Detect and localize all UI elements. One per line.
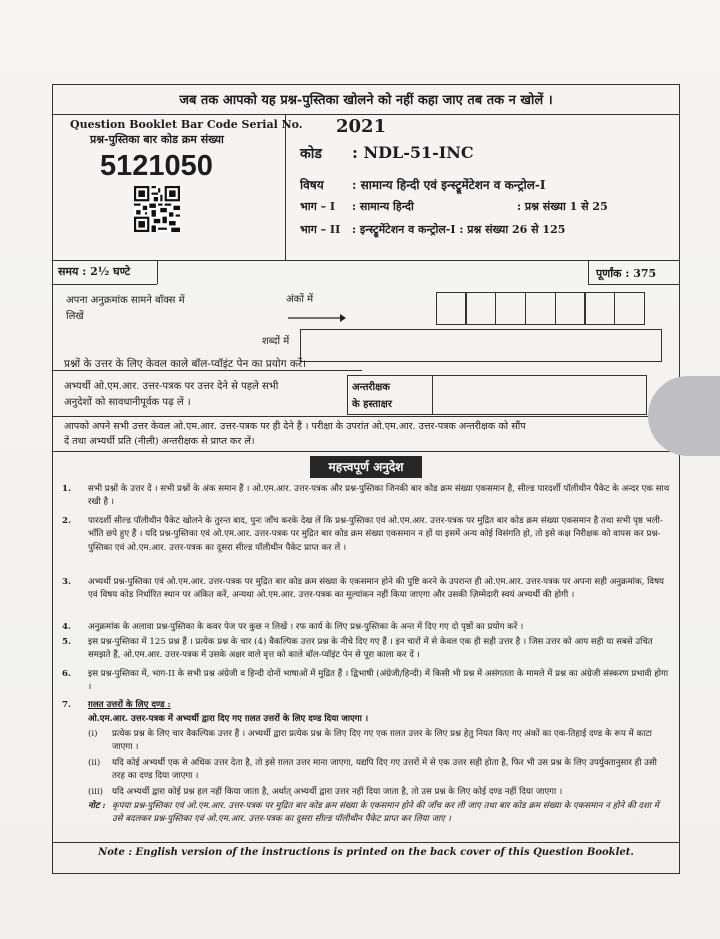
roll-digit-box[interactable] [584, 292, 615, 325]
roll-digit-box[interactable] [436, 292, 467, 325]
roll-digit-box[interactable] [495, 292, 526, 325]
roll-digit-box[interactable] [525, 292, 556, 325]
penalty-item-2: यदि कोई अभ्यर्थी एक से अधिक उत्तर देता है, तो इसे ग़लत उत्तर माना जाएगा, यद्यपि दिए गए उत्तरों में से एक उत्तर सही होता है, फिर भी उस प्रश्न के लिए उपर्युक्तानुसार ही उसी तरह का दण्ड दिया जाएगा । [112, 758, 657, 782]
torn-edge [648, 376, 720, 456]
part1-label: भाग – I [300, 200, 336, 213]
subject-label: विषय [300, 178, 324, 192]
submit-note-line2: दें तथा अभ्यर्थी प्रति (नीली) अन्तरीक्षक से प्राप्त कर लें। [64, 436, 255, 447]
note-label: नोट : [88, 801, 106, 811]
penalty-intro: ओ.एम.आर. उत्तर-पत्रक में अभ्यर्थी द्वारा दिए गए ग़लत उत्तरों के लिए दण्ड दिया जाएगा । [88, 714, 369, 724]
instruction-item-6: 6. इस प्रश्न-पुस्तिका में, भाग-II के सभी प्रश्न अंग्रेजी व हिन्दी दोनों भाषाओं में मुद्रित हैं । द्विभाषी (अंग्रेजी/हिन्दी) में किसी भी प्रश्न में असंगतता के मामले में प्रश्न का अंग्रेजी संस्करण प्रभावी होगा । [62, 669, 669, 693]
max-marks: पूर्णांक : 375 [596, 267, 657, 280]
part2-label: भाग – II [300, 223, 341, 236]
part1-range: : प्रश्न संख्या 1 से 25 [517, 200, 608, 213]
invigilator-label-line2: के हस्ताक्षर [352, 399, 392, 410]
do-not-open-banner: जब तक आपको यह प्रश्न-पुस्तिका खोलने को नहीं कहा जाए तब तक न खोलें । [179, 93, 553, 108]
instruction-item-2: 2. पारदर्शी सील्ड पॉलीथीन पैकेट खोलने के तुरन्त बाद, पुनः जाँच करके देख लें कि प्रश्न-पुस्तिका एवं ओ.एम.आर. उत्तर-पत्रक पर मुद्रित बार कोड क्रम संख्या एकसमान है तथा सभी पृष्ठ भली-भाँति छपे हुए हैं । यदि प्रश्न-पुस्तिका एवं ओ.एम.आर. उत्तर-पत्रक पर मुद्रित बार कोड क्रम संख्या एकसमान न हों या इसमें अन्य कोई विसंगति हो, तो इसे कक्ष निरीक्षक को वापस कर प्रश्न-पुस्तिका एवं ओ.एम.आर. उत्तर-पत्रक का दूसरा सील्ड पॉलीथीन पैकेट प्राप्त कर लें । [62, 516, 663, 553]
arrow-right-icon [288, 313, 346, 323]
time-allowed: समय : 2½ घण्टे [58, 265, 131, 278]
english-version-note: Note : English version of the instructions is printed on the back cover of this Question Booklet. [98, 847, 634, 858]
roll-label-line2: लिखें [66, 311, 84, 322]
roll-words-box[interactable] [300, 329, 662, 362]
omr-note-line1: अभ्यर्थी ओ.एम.आर. उत्तर-पत्रक पर उत्तर देने से पहले सभी [64, 381, 279, 392]
roll-digit-box[interactable] [614, 292, 645, 325]
roll-label-line1: अपना अनुक्रमांक सामने बॉक्स में [66, 295, 185, 306]
instruction-item-7: 7. ग़लत उत्तरों के लिए दण्ड : [62, 700, 171, 710]
submit-note-line1: आपको अपने सभी उत्तर केवल ओ.एम.आर. उत्तर-पत्रक पर ही देने हैं । परीक्षा के उपरांत ओ.एम.आर. उत्तर-पत्रक अन्तरीक्षक को सौंप [64, 421, 526, 432]
instruction-item-1: 1. सभी प्रश्नों के उत्तर दें । सभी प्रश्नों के अंक समान हैं । ओ.एम.आर. उत्तर-पत्रक और प्रश्न-पुस्तिका जिनकी बार कोड क्रम संख्या एकसमान है, सील्ड पारदर्शी पॉलीथीन पैकेट के अन्दर एक साथ रखी है । [62, 484, 670, 508]
roll-digit-box[interactable] [465, 292, 496, 325]
instruction-item-5: 5. इस प्रश्न-पुस्तिका में 125 प्रश्न हैं । प्रत्येक प्रश्न के चार (4) वैकल्पिक उत्तर प्रश्न के नीचे दिए गए हैं । इन चारों में से केवल एक ही सही उत्तर है । जिस उत्तर को आप सही या सबसे उचित समझते हैं, ओ.एम.आर. उत्तर-पत्रक में उसके अक्षर वाले वृत्त को काले बॉल-प्वॉइंट पेन से पूरा काला कर दें । [62, 637, 653, 661]
instruction-item-3: 3. अभ्यर्थी प्रश्न-पुस्तिका एवं ओ.एम.आर. उत्तर-पत्रक पर मुद्रित बार कोड क्रम संख्या के एकसमान होने की पुष्टि करने के उपरान्त ही ओ.एम.आर. उत्तर-पत्रक पर अपना सही अनुक्रमांक, विषय एवं विषय कोड निर्धारित स्थान पर अंकित करें, अन्यथा ओ.एम.आर. उत्तर-पत्रक का मूल्यांकन नहीं किया जाएगा और उसकी ज़िम्मेदारी स्वयं अभ्यर्थी की होगी । [62, 577, 665, 601]
code-value: : NDL-51-INC [352, 143, 474, 162]
part1-value: : सामान्य हिन्दी [352, 200, 414, 213]
penalty-item-num: (i) [88, 729, 98, 739]
roll-digits-label: अंकों में [286, 294, 314, 305]
roll-digit-box[interactable] [555, 292, 586, 325]
subject-value: : सामान्य हिन्दी एवं इन्स्ट्रूमेंटेशन व कन्ट्रोल-I [352, 178, 546, 192]
pen-instruction: प्रश्नों के उत्तर के लिए केवल काले बॉल-प्वॉइंट पेन का प्रयोग करें। [64, 358, 307, 370]
roll-words-label: शब्दों में [262, 336, 290, 347]
code-label: कोड [300, 146, 322, 162]
invigilator-signature-box[interactable] [347, 375, 647, 415]
roll-number-digit-boxes[interactable] [437, 292, 645, 325]
barcode-label-en: Question Booklet Bar Code Serial No. [70, 118, 303, 131]
instruction-item-4: 4. अनुक्रमांक के अलावा प्रश्न-पुस्तिका के कवर पेज पर कुछ न लिखें । रफ कार्य के लिए प्रश्न-पुस्तिका के अन्त में दिए गए दो पृष्ठों का प्रयोग करें । [62, 622, 524, 632]
part2-value: : इन्स्ट्रूमेंटेशन व कन्ट्रोल-I : प्रश्न संख्या 26 से 125 [352, 223, 566, 236]
exam-year: 2021 [336, 116, 387, 137]
note-text: कृपया प्रश्न-पुस्तिका एवं ओ.एम.आर. उत्तर-पत्रक पर मुद्रित बार कोड क्रम संख्या के एकसमान होने की जाँच कर ली जाए तथा बार कोड क्रम संख्या के एकसमान न होने की दशा में उसे बदलकर प्रश्न-पुस्तिका एवं ओ.एम.आर. उत्तर-पत्रक का दूसरा सील्ड पॉलीथीन पैकेट प्राप्त कर लिया जाए । [112, 801, 659, 825]
booklet-serial-number: 5121050 [100, 150, 213, 182]
penalty-item-num: (iii) [88, 787, 103, 797]
barcode-label-hi: प्रश्न-पुस्तिका बार कोड क्रम संख्या [90, 133, 224, 146]
penalty-item-num: (ii) [88, 758, 101, 768]
penalty-item-1: प्रत्येक प्रश्न के लिए चार वैकल्पिक उत्तर हैं । अभ्यर्थी द्वारा प्रत्येक प्रश्न के लिए दिए गए एक ग़लत उत्तर के लिए प्रश्न हेतु नियत किए गए अंकों का एक-तिहाई दण्ड के रूप में काटा जाएगा । [112, 729, 652, 753]
important-instructions-heading: महत्त्वपूर्ण अनुदेश [310, 456, 422, 478]
qr-code [134, 186, 180, 232]
invigilator-label-line1: अन्तरीक्षक [352, 382, 390, 393]
omr-note-line2: अनुदेशों को सावधानीपूर्वक पढ़ लें । [64, 397, 191, 408]
penalty-item-3: यदि अभ्यर्थी द्वारा कोई प्रश्न हल नहीं किया जाता है, अर्थात् अभ्यर्थी द्वारा उत्तर नहीं दिया जाता है, तो उस प्रश्न के लिए कोई दण्ड नहीं दिया जाएगा । [112, 787, 563, 797]
